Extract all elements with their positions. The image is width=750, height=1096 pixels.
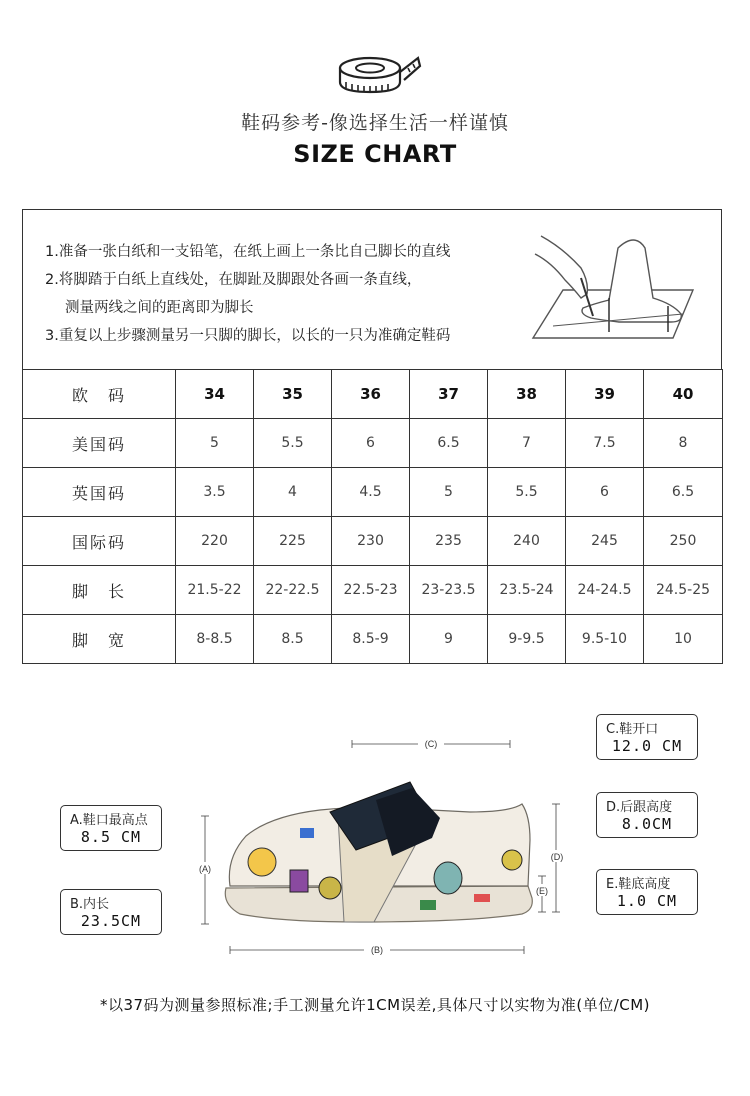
size-cell: 7.5 <box>566 419 644 468</box>
callout-c-label: C.鞋开口 <box>606 722 659 737</box>
size-cell: 7 <box>488 419 566 468</box>
callout-c <box>596 714 698 760</box>
size-table-row <box>23 419 723 468</box>
page-title: SIZE CHART <box>293 140 457 168</box>
callout-e <box>596 869 698 915</box>
size-cell: 37 <box>410 370 488 419</box>
size-cell: 220 <box>176 517 254 566</box>
size-cell: 225 <box>254 517 332 566</box>
callout-b-label: B.内长 <box>70 897 110 912</box>
dimension-e-tag: (E) <box>536 886 548 896</box>
size-cell: 9-9.5 <box>488 615 566 664</box>
size-cell: 24-24.5 <box>566 566 644 615</box>
size-cell: 22-22.5 <box>254 566 332 615</box>
size-cell: 5 <box>410 468 488 517</box>
size-cell: 240 <box>488 517 566 566</box>
size-cell: 36 <box>332 370 410 419</box>
size-cell: 230 <box>332 517 410 566</box>
size-table <box>22 369 723 664</box>
callout-b <box>60 889 162 935</box>
size-cell: 6.5 <box>410 419 488 468</box>
dimension-c-line <box>352 737 510 749</box>
size-cell: 4 <box>254 468 332 517</box>
instruction-step-3: 3.重复以上步骤测量另一只脚的脚长，以长的一只为准确定鞋码 <box>45 328 451 344</box>
dimension-d-tag: (D) <box>550 852 564 862</box>
dimension-a-line <box>192 816 218 924</box>
size-cell: 5.5 <box>488 468 566 517</box>
dimension-b-tag: (B) <box>371 945 383 955</box>
size-table-row <box>23 517 723 566</box>
size-cell: 10 <box>644 615 723 664</box>
callout-a <box>60 805 162 851</box>
size-table-row <box>23 370 723 419</box>
shoe-illustration <box>225 782 532 922</box>
size-row-label: 脚 长 <box>23 566 176 615</box>
size-cell: 6.5 <box>644 468 723 517</box>
callout-c-value: 12.0 CM <box>611 737 683 755</box>
dimension-a-tag: (A) <box>199 864 211 874</box>
instruction-step-2: 2.将脚踏于白纸上直线处，在脚趾及脚跟处各画一条直线， <box>45 272 422 288</box>
size-row-label: 国际码 <box>23 517 176 566</box>
size-cell: 22.5-23 <box>332 566 410 615</box>
size-cell: 8.5-9 <box>332 615 410 664</box>
instruction-step-1: 1.准备一张白纸和一支铅笔，在纸上画上一条比自己脚长的直线 <box>45 244 451 260</box>
size-row-label: 欧 码 <box>23 370 176 419</box>
size-cell: 8 <box>644 419 723 468</box>
dimension-c-tag: (C) <box>424 739 438 749</box>
callout-d-label: D.后跟高度 <box>606 800 673 815</box>
size-cell: 6 <box>566 468 644 517</box>
callout-b-value: 23.5CM <box>80 912 142 930</box>
size-cell: 5 <box>176 419 254 468</box>
size-cell: 38 <box>488 370 566 419</box>
size-cell: 35 <box>254 370 332 419</box>
size-cell: 8-8.5 <box>176 615 254 664</box>
dimension-b-line <box>230 943 524 955</box>
measuring-tape-icon <box>338 52 422 102</box>
size-row-label: 脚 宽 <box>23 615 176 664</box>
size-cell: 9.5-10 <box>566 615 644 664</box>
instruction-step-2-cont: 测量两线之间的距离即为脚长 <box>65 300 254 316</box>
size-cell: 24.5-25 <box>644 566 723 615</box>
instructions-panel <box>22 209 722 369</box>
callout-a-value: 8.5 CM <box>80 828 142 846</box>
callout-d <box>596 792 698 838</box>
size-table-row <box>23 615 723 664</box>
size-cell: 21.5-22 <box>176 566 254 615</box>
dimension-e-line <box>531 876 553 912</box>
callout-a-label: A.鞋口最高点 <box>70 813 148 828</box>
size-cell: 23-23.5 <box>410 566 488 615</box>
callout-e-value: 1.0 CM <box>616 892 678 910</box>
size-cell: 4.5 <box>332 468 410 517</box>
size-row-label: 英国码 <box>23 468 176 517</box>
size-table-row <box>23 566 723 615</box>
size-cell: 34 <box>176 370 254 419</box>
size-table-row <box>23 468 723 517</box>
callout-d-value: 8.0CM <box>621 815 673 833</box>
foot-measure-illustration <box>523 228 695 348</box>
size-cell: 39 <box>566 370 644 419</box>
size-cell: 9 <box>410 615 488 664</box>
size-cell: 3.5 <box>176 468 254 517</box>
size-cell: 245 <box>566 517 644 566</box>
callout-e-label: E.鞋底高度 <box>606 877 671 892</box>
size-cell: 250 <box>644 517 723 566</box>
size-cell: 5.5 <box>254 419 332 468</box>
footnote: *以37码为测量参照标准;手工测量允许1CM误差,具体尺寸以实物为准(单位/CM) <box>99 996 651 1014</box>
size-cell: 23.5-24 <box>488 566 566 615</box>
size-cell: 6 <box>332 419 410 468</box>
size-cell: 8.5 <box>254 615 332 664</box>
size-row-label: 美国码 <box>23 419 176 468</box>
size-cell: 40 <box>644 370 723 419</box>
size-cell: 235 <box>410 517 488 566</box>
page-subtitle: 鞋码参考-像选择生活一样谨慎 <box>241 112 509 134</box>
